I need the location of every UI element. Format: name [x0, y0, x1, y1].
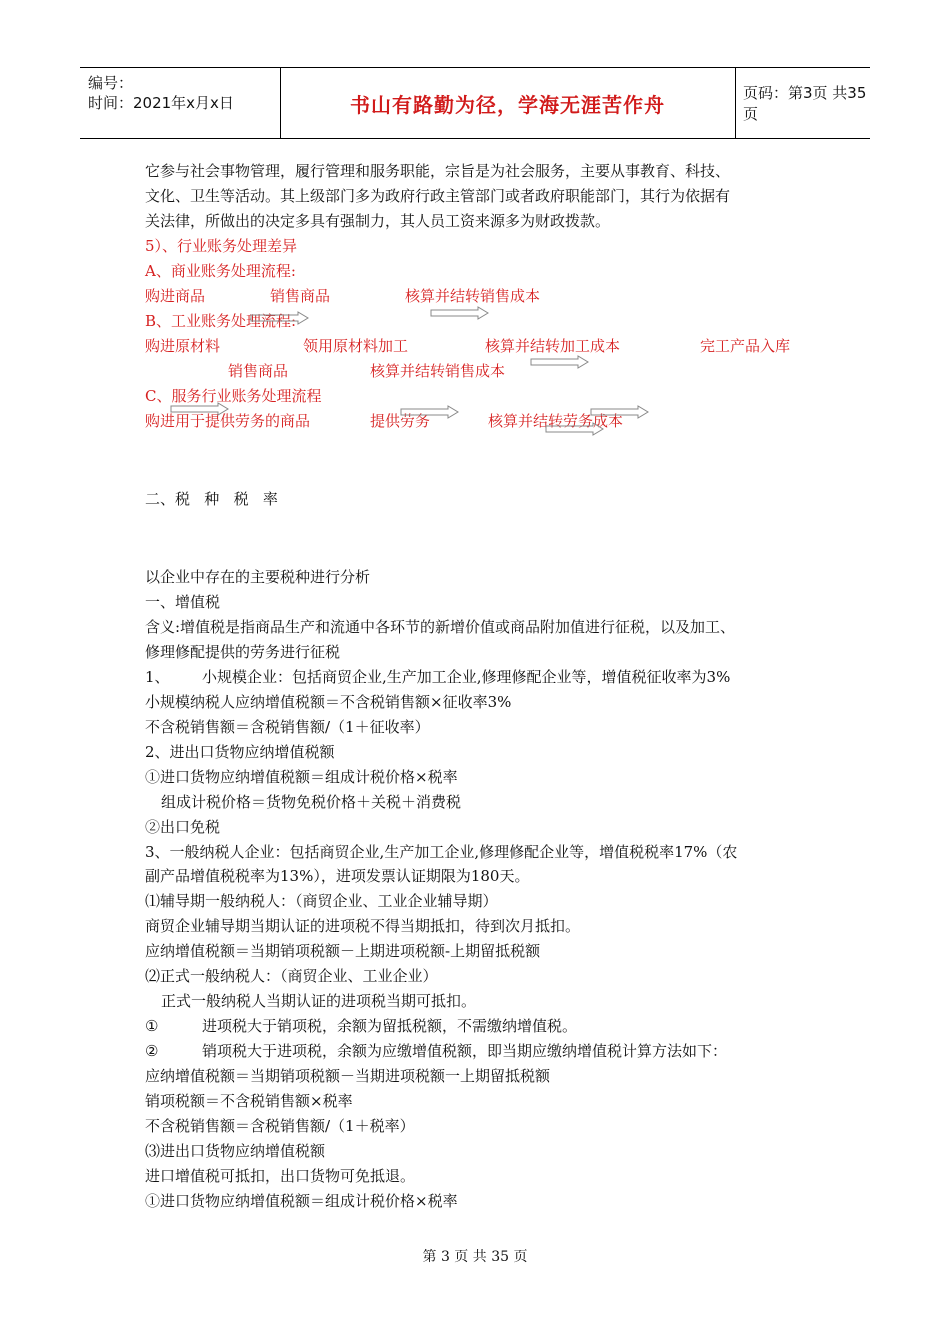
section-heading: 5）、行业账务处理差异: [145, 237, 298, 255]
document-header: [80, 67, 870, 139]
flow-b-step: 销售商品: [228, 362, 289, 380]
paragraph-line: 销项税大于进项税，余额为应缴增值税额，即当期应缴纳增值税计算方法如下：: [202, 1042, 728, 1060]
paragraph-line: 小规模企业：包括商贸企业,生产加工企业,修理修配企业等，增值税征收率为3%: [202, 668, 731, 686]
paragraph-line: 商贸企业辅导期当期认证的进项税不得当期抵扣，待到次月抵扣。: [145, 917, 581, 935]
flow-title-a: A、商业账务处理流程:: [145, 262, 296, 280]
paragraph-line: 3、一般纳税人企业：包括商贸企业,生产加工企业,修理修配企业等，增值税税率17%（农: [145, 843, 738, 861]
number-label: 编号：: [88, 74, 134, 92]
paragraph-line: 修理修配提供的劳务进行征税: [145, 643, 341, 661]
time-label: 时间：2021年x月x日: [88, 94, 234, 112]
flow-b-step: 购进原材料: [145, 337, 221, 355]
flow-arrow-icon: [430, 306, 490, 320]
list-marker: ①: [145, 1017, 159, 1035]
paragraph-line: 2、进出口货物应纳增值税额: [145, 743, 335, 761]
paragraph-line: 应纳增值税额＝当期销项税额－上期进项税额-上期留抵税额: [145, 942, 541, 960]
paragraph-line: 进口增值税可抵扣，出口货物可免抵退。: [145, 1167, 416, 1185]
section-heading: 二、税 种 税 率: [145, 490, 278, 508]
flow-arrow-icon: [250, 311, 310, 325]
paragraph-line: ⑵正式一般纳税人：（商贸企业、工业企业）: [145, 967, 438, 985]
paragraph-line: 副产品增值税税率为13%），进项发票认证期限为180天。: [145, 867, 530, 885]
flow-arrow-icon: [530, 355, 590, 369]
paragraph-line: 不含税销售额＝含税销售额/（1＋征收率）: [145, 718, 430, 736]
paragraph-line: 文化、卫生等活动。其上级部门多为政府行政主管部门或者政府职能部门，其行为依据有: [145, 187, 731, 205]
flow-arrow-icon: [590, 405, 650, 419]
header-page-label: 页码：第3页 共35页: [743, 84, 867, 123]
paragraph-line: ①进口货物应纳增值税额＝组成计税价格×税率: [145, 768, 458, 786]
flow-a-step: 核算并结转销售成本: [405, 287, 541, 305]
paragraph-line: 不含税销售额＝含税销售额/（1＋税率）: [145, 1117, 415, 1135]
list-marker: ②: [145, 1042, 159, 1060]
flow-title-c: C、服务行业账务处理流程: [145, 387, 322, 405]
paragraph-line: 以企业中存在的主要税种进行分析: [145, 568, 371, 586]
flow-b-step: 领用原材料加工: [303, 337, 409, 355]
paragraph-line: ②出口免税: [145, 818, 221, 836]
flow-c-step: 购进用于提供劳务的商品: [145, 412, 311, 430]
paragraph-line: 正式一般纳税人当期认证的进项税当期可抵扣。: [161, 992, 477, 1010]
flow-b-step: 核算并结转销售成本: [370, 362, 506, 380]
flow-title-b: B、工业账务处理流程:: [145, 312, 297, 330]
flow-a-step: 销售商品: [270, 287, 331, 305]
flow-arrow-icon: [400, 405, 460, 419]
subsection-heading: 一、增值税: [145, 593, 221, 611]
paragraph-line: 组成计税价格＝货物免税价格＋关税＋消费税: [161, 793, 462, 811]
flow-a-step: 购进商品: [145, 287, 206, 305]
header-motto: 书山有路勤为径，学海无涯苦作舟: [280, 68, 736, 138]
page-footer: 第 3 页 共 35 页: [422, 1249, 528, 1265]
paragraph-line: 关法律，所做出的决定多具有强制力，其人员工资来源多为财政拨款。: [145, 212, 611, 230]
paragraph-line: 含义:增值税是指商品生产和流通中各环节的新增价值或商品附加值进行征税，以及加工、: [145, 618, 736, 636]
list-marker: 1、: [145, 668, 170, 686]
flow-arrow-icon: [170, 402, 230, 416]
paragraph-line: 小规模纳税人应纳增值税额＝不含税销售额×征收率3%: [145, 693, 512, 711]
flow-c-step: 提供劳务: [370, 412, 431, 430]
paragraph-line: 进项税大于销项税，余额为留抵税额，不需缴纳增值税。: [202, 1017, 578, 1035]
header-meta: [80, 68, 281, 138]
flow-b-step: 完工产品入库: [700, 337, 791, 355]
paragraph-line: 它参与社会事物管理，履行管理和服务职能，宗旨是为社会服务，主要从事教育、科技、: [145, 162, 731, 180]
paragraph-line: ①进口货物应纳增值税额＝组成计税价格×税率: [145, 1192, 458, 1210]
flow-c-step: 核算并结转劳务成本: [488, 412, 624, 430]
paragraph-line: 销项税额＝不含税销售额×税率: [145, 1092, 353, 1110]
flow-b-step: 核算并结转加工成本: [485, 337, 621, 355]
paragraph-line: ⑴辅导期一般纳税人：（商贸企业、工业企业辅导期）: [145, 892, 498, 910]
paragraph-line: ⑶进出口货物应纳增值税额: [145, 1142, 326, 1160]
flow-arrow-icon: [545, 422, 605, 436]
paragraph-line: 应纳增值税额＝当期销项税额－当期进项税额一上期留抵税额: [145, 1067, 551, 1085]
